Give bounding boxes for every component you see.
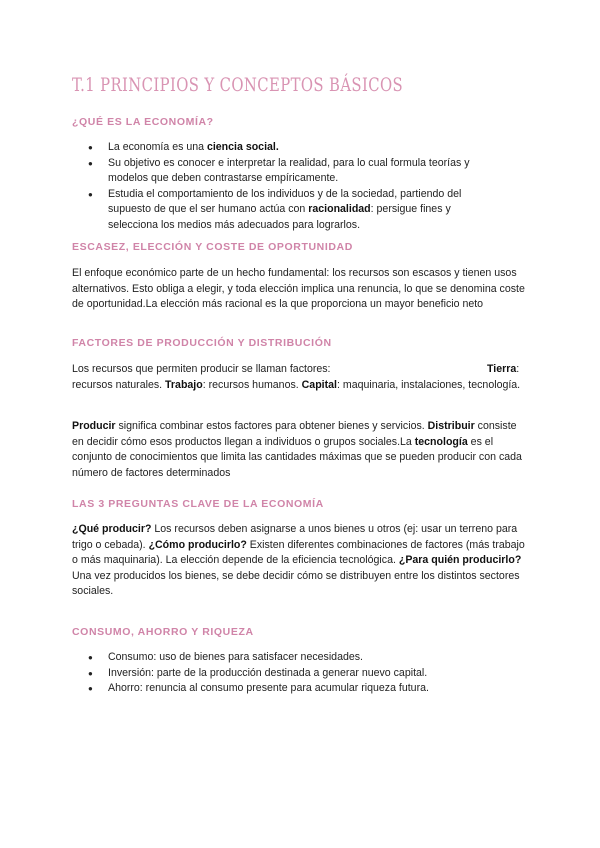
bold-question: ¿Cómo producirlo? — [148, 538, 247, 551]
bold-term: Tierra — [487, 363, 517, 375]
bold-term: tecnología — [414, 435, 468, 448]
paragraph-factores: Los recursos que permiten producir se llaman factores: Tierra: recursos naturales. Trabajo: recursos humanos. Capital: maquinaria, instalaciones, tecnología. — [72, 363, 521, 391]
heading-escasez: ESCASEZ, ELECCIÓN Y COSTE DE OPORTUNIDAD — [72, 241, 353, 253]
list-item — [72, 140, 492, 156]
bullet-list-consumo — [72, 650, 532, 697]
bullet-text: : persigue fines y selecciona los medios más adecuados para lograrlos. — [108, 203, 451, 231]
bold-question: ¿Qué producir? — [72, 523, 152, 535]
bold-term: Trabajo — [165, 378, 203, 391]
paragraph-text: Los recursos deben asignarse a unos bienes u otros (ej: usar un terreno para trigo o cebada). — [72, 523, 518, 551]
bullet-text: Ahorro: renuncia al consumo presente para acumular riqueza futura. — [108, 682, 429, 694]
bold-term: racionalidad — [308, 203, 371, 215]
bold-term: ciencia social. — [206, 141, 279, 153]
heading-que-es-economia: ¿QUÉ ES LA ECONOMÍA? — [72, 116, 214, 128]
bullet-text: Inversión: parte de la producción destinada a generar nuevo capital. — [108, 666, 428, 679]
heading-consumo: CONSUMO, AHORRO Y RIQUEZA — [72, 626, 254, 638]
paragraph-escasez: El enfoque económico parte de un hecho fundamental: los recursos son escasos y tienen usos alternativos. Esto obliga a elegir, y toda elección implica una renuncia, lo que se denomina coste de oportunidad.La elección más racional es la que proporciona un mayor beneficio neto — [72, 267, 525, 310]
paragraph-preguntas — [72, 522, 528, 600]
paragraph-text: significa combinar estos factores para obtener bienes y servicios. — [115, 420, 428, 432]
bold-term: Capital — [301, 378, 337, 391]
list-item — [72, 650, 532, 666]
bold-question: ¿Para quién producirlo? — [398, 554, 522, 566]
paragraph-text: Los recursos que permiten producir se llaman factores: — [72, 363, 331, 375]
bold-term: Distribuir — [427, 420, 475, 432]
bullet-text: Estudia el comportamiento de los individuos y de la sociedad, partiendo del supuesto de que el ser humano actúa con — [108, 187, 462, 215]
paragraph-producir — [72, 419, 528, 481]
list-item — [72, 187, 492, 234]
list-item — [72, 666, 532, 682]
paragraph-text: consiste en decidir cómo esos productos llegan a individuos o grupos sociales.La — [72, 420, 517, 448]
page-title: T.1 PRINCIPIOS Y CONCEPTOS BÁSICOS — [72, 74, 404, 96]
heading-3-preguntas: LAS 3 PREGUNTAS CLAVE DE LA ECONOMÍA — [72, 498, 324, 510]
paragraph-text: Existen diferentes combinaciones de factores (más trabajo o más maquinaria). La elección depende de la eficiencia tecnológica. — [72, 538, 525, 566]
bullet-text: Consumo: uso de bienes para satisfacer necesidades. — [108, 651, 363, 663]
bullet-text: La economía es una — [108, 141, 207, 153]
paragraph-text: Una vez producidos los bienes, se debe decidir cómo se distribuyen entre los distintos sectores sociales. — [72, 569, 520, 597]
paragraph-text: es el conjunto de conocimientos que limita las cantidades máximas que se pueden producir con cada número de factores determinados — [72, 435, 522, 479]
bullet-text: Su objetivo es conocer e interpretar la realidad, para lo cual formula teorías y modelos que deben contrastarse empíricamente. — [108, 156, 470, 184]
bold-term: Producir — [72, 420, 116, 432]
list-item — [72, 156, 492, 187]
list-item — [72, 681, 532, 697]
heading-factores: FACTORES DE PRODUCCIÓN Y DISTRIBUCIÓN — [72, 337, 332, 349]
paragraph-text: : maquinaria, instalaciones, tecnología. — [336, 378, 521, 391]
bullet-list-economia — [72, 140, 492, 233]
